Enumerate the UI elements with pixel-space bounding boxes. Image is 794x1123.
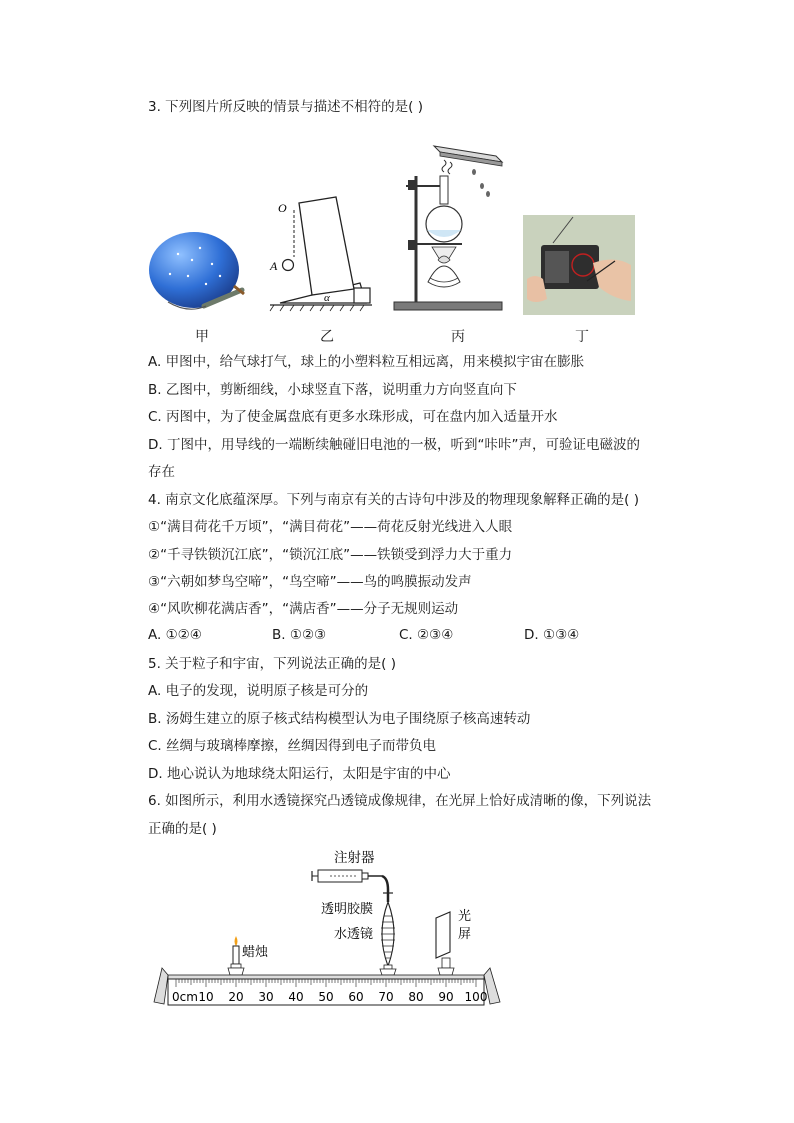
- scale-tick-label: 100: [464, 990, 488, 1004]
- figure-jia-label: 甲: [195, 329, 209, 345]
- q3-option-a: A. 甲图中，给气球打气，球上的小塑料粒互相远离，用来模拟宇宙在膨胀: [148, 354, 585, 370]
- figure-optical-bench: [150, 842, 510, 1010]
- scale-tick-label: 70: [378, 990, 394, 1004]
- q5-option-b: B. 汤姆生建立的原子核式结构模型认为电子围绕原子核高速转动: [148, 711, 531, 727]
- figure-yi-incline: [266, 195, 376, 315]
- screen-label-2: 屏: [458, 927, 472, 942]
- angle-label: α: [324, 292, 330, 304]
- q3-option-d: D. 丁图中，用导线的一端断续触碰旧电池的一极，听到“咔咔”声，可验证电磁波的: [148, 437, 640, 453]
- q4-option-c: C. ②③④: [399, 627, 454, 643]
- scale-tick-label: 10: [198, 990, 214, 1004]
- lens-label: 水透镜: [334, 927, 374, 942]
- scale-unit-label: 0cm: [172, 990, 198, 1004]
- syringe-label: 注射器: [334, 850, 375, 866]
- q3-stem: 3. 下列图片所反映的情景与描述不相符的是( ): [148, 99, 423, 115]
- scale-tick-label: 60: [348, 990, 364, 1004]
- scale-tick-label: 40: [288, 990, 304, 1004]
- candle-label: 蜡烛: [242, 945, 269, 960]
- figure-yi-label: 乙: [320, 329, 334, 345]
- scale-tick-label: 30: [258, 990, 274, 1004]
- q3-option-c: C. 丙图中，为了使金属盘底有更多水珠形成，可在盘内加入适量开水: [148, 409, 558, 425]
- q4-item-3: ③“六朝如梦鸟空啼”，“鸟空啼”——鸟的鸣膜振动发声: [148, 574, 472, 590]
- scale-tick-label: 90: [438, 990, 454, 1004]
- scale-tick-label: 80: [408, 990, 424, 1004]
- q5-stem: 5. 关于粒子和宇宙，下列说法正确的是( ): [148, 656, 396, 672]
- membrane-label: 透明胶膜: [321, 902, 374, 917]
- screen-label-1: 光: [458, 909, 472, 924]
- q4-stem: 4. 南京文化底蕴深厚。下列与南京有关的古诗句中涉及的物理现象解释正确的是( ): [148, 492, 639, 508]
- q6-stem-line1: 6. 如图所示，利用水透镜探究凸透镜成像规律，在光屏上恰好成清晰的像，下列说法: [148, 793, 652, 809]
- figure-bing-apparatus: [392, 132, 504, 314]
- point-a-label: A: [270, 259, 278, 273]
- point-o-label: O: [278, 201, 287, 215]
- q4-option-d: D. ①③④: [524, 627, 580, 643]
- q4-option-a: A. ①②④: [148, 627, 202, 643]
- figure-ding-label: 丁: [575, 329, 589, 345]
- q5-option-c: C. 丝绸与玻璃棒摩擦，丝绸因得到电子而带负电: [148, 738, 437, 754]
- q4-item-1: ①“满目荷花千万顷”，“满目荷花”——荷花反射光线进入人眼: [148, 519, 513, 535]
- q6-stem-line2: 正确的是( ): [148, 821, 217, 837]
- figure-bing-label: 丙: [451, 329, 465, 345]
- q5-option-a: A. 电子的发现，说明原子核是可分的: [148, 683, 369, 699]
- q3-option-b: B. 乙图中，剪断细线，小球竖直下落，说明重力方向竖直向下: [148, 382, 517, 398]
- figure-jia-balloon: [148, 230, 248, 315]
- q4-item-4: ④“风吹柳花满店香”，“满店香”——分子无规则运动: [148, 601, 459, 617]
- q5-option-d: D. 地心说认为地球绕太阳运行，太阳是宇宙的中心: [148, 766, 451, 782]
- figure-ding-radio: [523, 215, 635, 315]
- scale-tick-label: 50: [318, 990, 334, 1004]
- q4-option-b: B. ①②③: [272, 627, 327, 643]
- q4-item-2: ②“千寻铁锁沉江底”，“锁沉江底”——铁锁受到浮力大于重力: [148, 547, 513, 563]
- scale-tick-label: 20: [228, 990, 244, 1004]
- q3-option-d-cont: 存在: [148, 464, 175, 480]
